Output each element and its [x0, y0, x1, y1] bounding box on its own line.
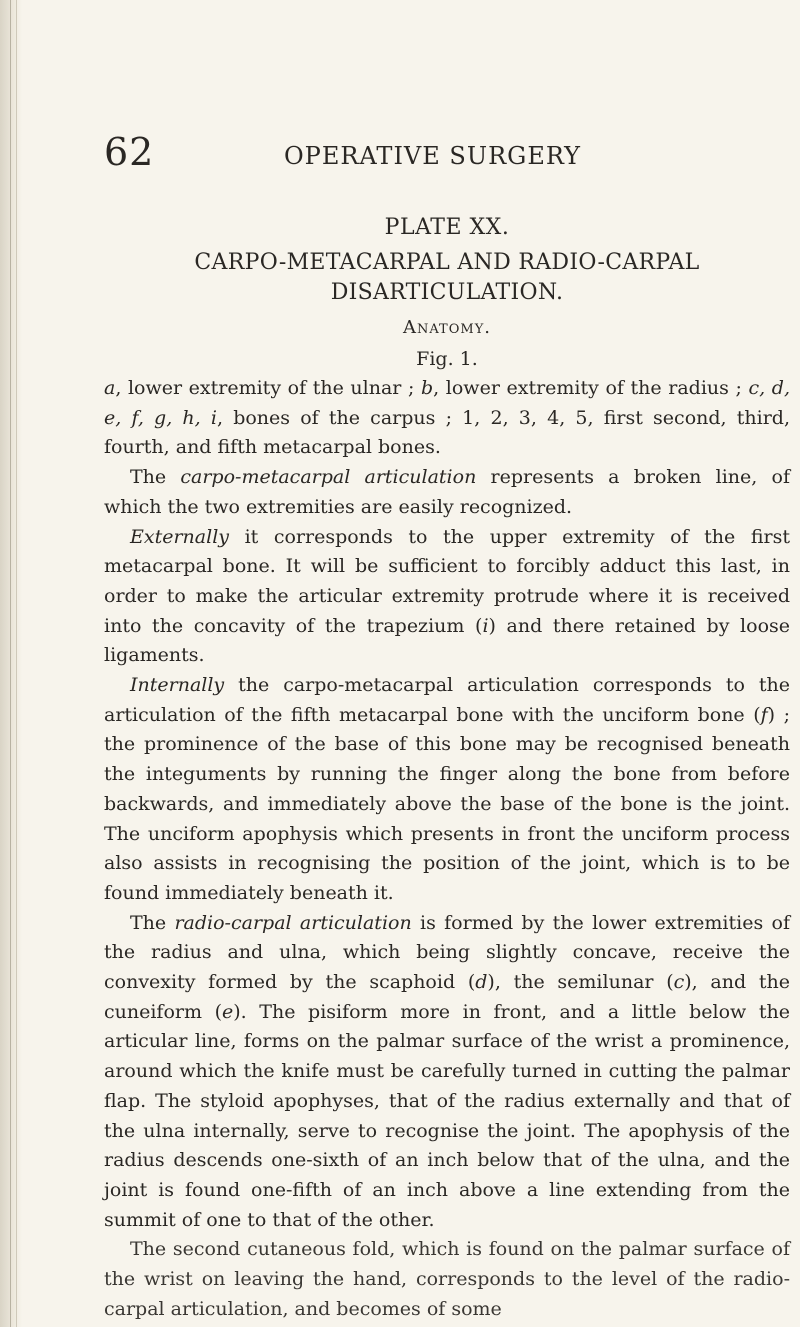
page-number: 62: [104, 130, 155, 174]
text-run: ). The pisiform more in front, and a little below the articular line, forms on the palmar surface of the wrist a prominence, around which the knife must be carefully turned in cutting the palmar flap. The styloid apophyses, that of the radius externally and that of the ulna internally, serve to recognise the joint. The apophysis of the radius descends one-sixth of an inch below that of the ulna, and the joint is found one-fifth of an inch above a line extending from the summit of one to that of the other.: [104, 1000, 790, 1231]
text-run: The: [130, 911, 175, 934]
italic-text: Externally: [130, 525, 229, 548]
italic-text: e: [222, 1000, 234, 1023]
section-title-line2: DISARTICULATION.: [330, 280, 564, 305]
text-run: The: [130, 466, 181, 489]
text-run: represents a broken line, of which the two extremities are easily recognized.: [104, 466, 790, 518]
section-title-line1: CARPO-METACARPAL AND RADIO-CARPAL: [194, 250, 700, 275]
paragraph-figure-legend: [104, 374, 790, 463]
text-run: the carpo-metacarpal articulation corresponds to the articulation of the fifth metacarpal bone with the unciform bone (: [104, 674, 790, 726]
paragraph-carpo-metacarpal: [104, 463, 790, 522]
text-run: ), and the cuneiform (: [104, 971, 790, 1023]
italic-text: c: [673, 971, 685, 994]
italic-text: d: [475, 971, 488, 994]
section-title: [104, 248, 790, 308]
text-run: The second cutaneous fold, which is found on the palmar surface of the wrist on leaving the hand, corresponds to the level of the radio-carpal articulation, and becomes of some: [104, 1238, 790, 1320]
text-run: ), the semilunar (: [487, 971, 674, 994]
italic-text: b: [420, 377, 434, 399]
text-run: it corresponds to the upper extremity of the first metacarpal bone. It will be sufficient to forcibly adduct this last, in order to make the articular extremity protrude where it is received into the concavity of the trapezium (: [104, 525, 790, 637]
binding-edge-line: [10, 0, 11, 1327]
page-content: [104, 212, 790, 1325]
text-run: ) ; the prominence of the base of this bone may be recognised beneath the integuments by running the finger along the bone from before backwards, and immediately above the base of the bone is the joint. The unciform apophysis which presents in front the unciform process also assists in recognising the position of the joint, which is to be found immediately beneath it.: [104, 703, 790, 904]
running-head: OPERATIVE SURGERY: [284, 142, 582, 170]
text-run: ) and there retained by loose ligaments.: [104, 614, 791, 667]
italic-text: carpo-metacarpal articulation: [180, 466, 477, 489]
paragraph-radio-carpal: [104, 909, 790, 1236]
text-run: , bones of the carpus ; 1, 2, 3, 4, 5, first second, third, fourth, and fifth metacarpal bones.: [104, 406, 790, 459]
binding-edge-line: [16, 0, 17, 1327]
italic-text: a: [104, 377, 116, 399]
text-run: , lower extremity of the ulnar ;: [115, 377, 421, 399]
anatomy-subheading: Anatomy.: [403, 317, 491, 338]
text-run: is formed by the lower extremities of the radius and ulna, which being slightly concave, receive the convexity formed by the scaphoid (: [104, 911, 790, 994]
italic-text: radio-carpal articulation: [174, 911, 412, 934]
figure-label: Fig. 1.: [416, 348, 478, 370]
italic-text: c, d, e, f, g, h, i: [104, 377, 790, 429]
text-run: , lower extremity of the radius ;: [433, 377, 749, 399]
body-text: [104, 374, 790, 1325]
paragraph-cutaneous-fold: [104, 1235, 790, 1324]
page-binding-shadow: [0, 0, 22, 1327]
italic-text: i: [482, 614, 489, 637]
italic-text: f: [760, 703, 768, 726]
plate-heading: PLATE XX.: [384, 215, 510, 240]
page-header: [104, 130, 764, 180]
italic-text: Internally: [130, 674, 225, 697]
paragraph-externally: [104, 523, 790, 672]
paragraph-internally: [104, 671, 790, 909]
